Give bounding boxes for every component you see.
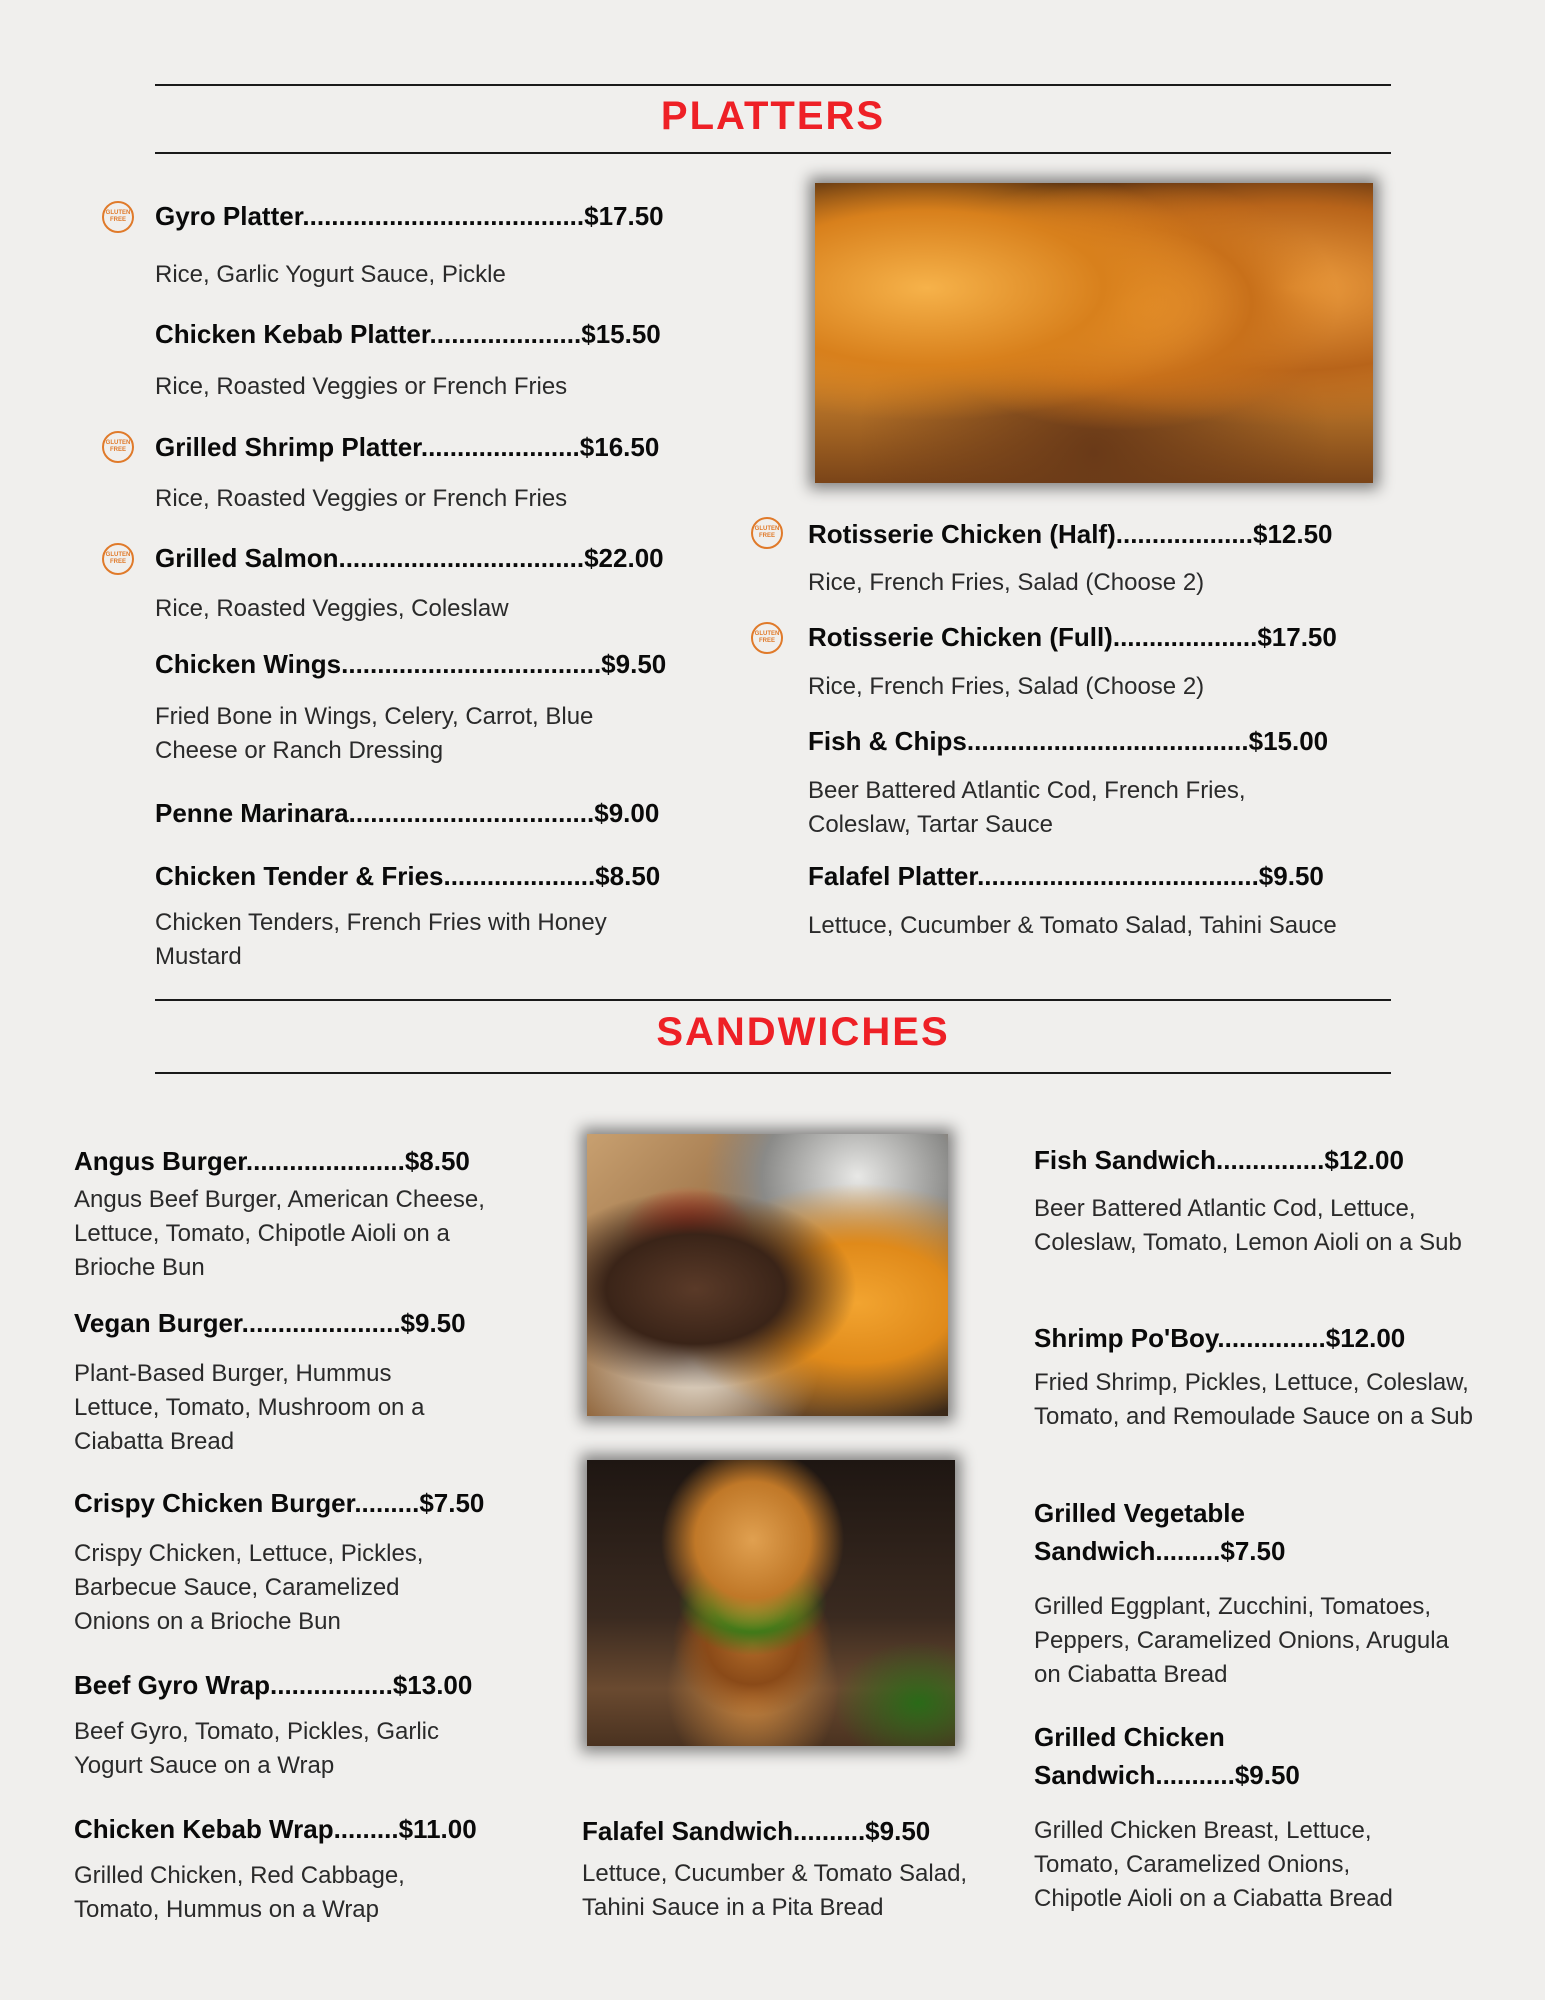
burger-photo [587,1460,955,1746]
gluten-free-icon: GLUTEN FREE [102,431,134,463]
item-name: Falafel Sandwich..........$9.50 [582,1816,931,1846]
menu-item-grilled-chicken-sandwich [1034,1718,1474,1916]
menu-item-falafel-sandwich [582,1815,1002,1925]
item-name: Beef Gyro Wrap.................$13.00 [74,1670,473,1700]
sandwiches-top-rule [155,999,1391,1001]
item-description: Rice, French Fries, Salad (Choose 2) [808,569,1205,596]
item-name: Falafel Platter.......................................$9.50 [808,861,1324,891]
item-description: Rice, French Fries, Salad (Choose 2) [808,673,1205,700]
menu-item-vegan-burger [74,1307,494,1459]
menu-item-crispy-chicken-burger [74,1487,494,1639]
item-description: Grilled Chicken Breast, Lettuce, Tomato, Caramelized Onions, Chipotle Aioli on a Ciabatta Bread [1034,1817,1393,1912]
item-description: Rice, Roasted Veggies, Coleslaw [155,595,509,622]
item-description: Fried Bone in Wings, Celery, Carrot, Blue Cheese or Ranch Dressing [155,703,594,764]
item-description: Grilled Eggplant, Zucchini, Tomatoes, Peppers, Caramelized Onions, Arugula on Ciabatta Bread [1034,1593,1449,1688]
menu-item-fish-sandwich [1034,1144,1474,1260]
item-description: Grilled Chicken, Red Cabbage, Tomato, Hummus on a Wrap [74,1862,405,1923]
menu-item-rotisserie-chicken-full [808,621,1337,704]
rotisserie-chicken-photo [815,183,1373,483]
item-description: Plant-Based Burger, Hummus Lettuce, Tomato, Mushroom on a Ciabatta Bread [74,1360,425,1455]
item-description: Lettuce, Cucumber & Tomato Salad, Tahini Sauce [808,912,1337,939]
gluten-free-icon: GLUTEN FREE [751,622,783,654]
menu-item-chicken-kebab-platter [155,318,661,404]
item-description: Rice, Roasted Veggies or French Fries [155,485,568,512]
menu-item-penne-marinara [155,797,659,829]
gluten-free-icon: GLUTEN FREE [102,543,134,575]
item-name: Crispy Chicken Burger.........$7.50 [74,1488,485,1518]
item-name: Chicken Kebab Wrap.........$11.00 [74,1814,477,1844]
item-description: Crispy Chicken, Lettuce, Pickles, Barbecue Sauce, Caramelized Onions on a Brioche Bun [74,1540,424,1635]
platters-bottom-rule [155,152,1391,154]
item-description: Rice, Roasted Veggies or French Fries [155,373,568,400]
item-description: Beer Battered Atlantic Cod, French Fries, Coleslaw, Tartar Sauce [808,777,1246,838]
item-name: Fish & Chips.......................................$15.00 [808,726,1329,756]
item-name: Chicken Kebab Platter.....................$15.50 [155,319,661,349]
menu-item-falafel-platter [808,860,1337,943]
gluten-free-icon: GLUTEN FREE [751,517,783,549]
item-description: Fried Shrimp, Pickles, Lettuce, Coleslaw, Tomato, and Remoulade Sauce on a Sub [1034,1369,1473,1430]
item-description: Beer Battered Atlantic Cod, Lettuce, Coleslaw, Tomato, Lemon Aioli on a Sub [1034,1195,1462,1256]
item-name: Rotisserie Chicken (Half)...................$12.50 [808,519,1333,549]
item-name: Shrimp Po'Boy...............$12.00 [1034,1323,1406,1353]
menu-item-chicken-wings [155,648,675,768]
menu-item-grilled-salmon [155,542,664,626]
item-name: Angus Burger......................$8.50 [74,1146,470,1176]
menu-item-chicken-tender-fries [155,860,675,974]
item-name: Chicken Wings....................................$9.50 [155,649,667,679]
platters-top-rule [155,84,1391,86]
menu-item-fish-and-chips [808,725,1368,842]
menu-item-grilled-vegetable-sandwich [1034,1494,1474,1692]
item-description: Chicken Tenders, French Fries with Honey Mustard [155,909,607,970]
item-description: Angus Beef Burger, American Cheese, Lettuce, Tomato, Chipotle Aioli on a Brioche Bun [74,1186,485,1281]
item-name: Chicken Tender & Fries.....................$8.50 [155,861,661,891]
platters-heading: PLATTERS [660,94,886,138]
item-name: Grilled Vegetable Sandwich.........$7.50 [1034,1498,1286,1566]
sandwiches-heading: SANDWICHES [656,1010,950,1054]
menu-item-rotisserie-chicken-half [808,518,1333,600]
gluten-free-icon: GLUTEN FREE [102,201,134,233]
item-name: Vegan Burger......................$9.50 [74,1308,466,1338]
item-name: Grilled Salmon..................................$22.00 [155,543,664,573]
menu-item-grilled-shrimp-platter [155,431,659,516]
gyro-wrap-with-fries-photo [587,1134,948,1416]
menu-item-chicken-kebab-wrap [74,1813,494,1927]
item-description: Lettuce, Cucumber & Tomato Salad, Tahini Sauce in a Pita Bread [582,1860,968,1921]
item-description: Beef Gyro, Tomato, Pickles, Garlic Yogurt Sauce on a Wrap [74,1718,440,1779]
menu-item-angus-burger [74,1145,494,1285]
item-description: Rice, Garlic Yogurt Sauce, Pickle [155,261,506,288]
menu-item-beef-gyro-wrap [74,1669,494,1783]
menu-item-gyro-platter [155,200,664,292]
item-name: Penne Marinara..................................$9.00 [155,798,660,828]
item-name: Rotisserie Chicken (Full)....................$17.50 [808,622,1337,652]
item-name: Grilled Chicken Sandwich...........$9.50 [1034,1722,1300,1790]
item-name: Fish Sandwich...............$12.00 [1034,1145,1404,1175]
item-name: Gyro Platter.......................................$17.50 [155,201,664,231]
sandwiches-bottom-rule [155,1072,1391,1074]
item-name: Grilled Shrimp Platter......................$16.50 [155,432,660,462]
menu-item-shrimp-poboy [1034,1322,1474,1434]
